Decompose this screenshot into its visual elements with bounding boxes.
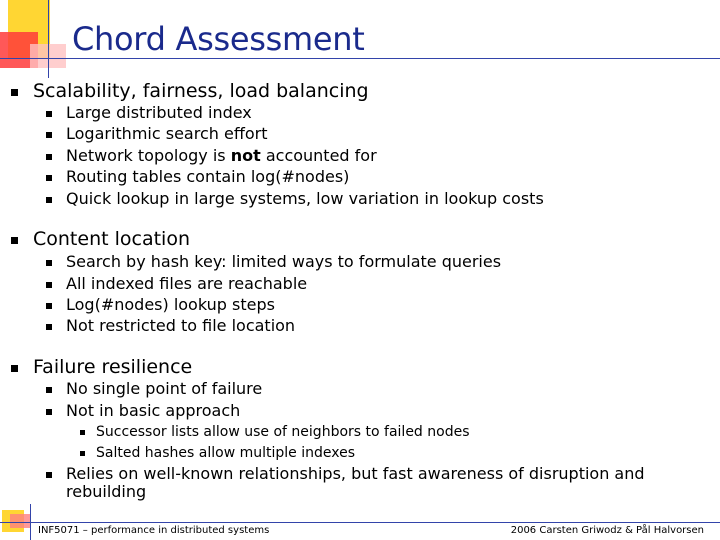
- list-item: Large distributed index: [66, 103, 252, 122]
- footer-decoration-red: [10, 514, 30, 528]
- list-item: Quick lookup in large systems, low variation in lookup costs: [66, 189, 544, 208]
- list-item: Log(#nodes) lookup steps: [66, 295, 275, 314]
- emphasis-text: not: [230, 146, 261, 165]
- bullet-icon: [46, 132, 52, 138]
- bullet-icon: [11, 237, 18, 244]
- list-item: All indexed files are reachable: [66, 274, 308, 293]
- bullet-icon: [46, 324, 52, 330]
- bullet-icon: [46, 303, 52, 309]
- list-item: Search by hash key: limited ways to formulate queries: [66, 252, 502, 271]
- bullet-icon: [46, 260, 52, 266]
- section-heading: Scalability, fairness, load balancing: [33, 80, 369, 102]
- footer-authors: 2006 Carsten Griwodz & Pål Halvorsen: [510, 525, 704, 536]
- list-item: Relies on well-known relationships, but fast awareness of disruption and: [66, 464, 645, 483]
- bullet-icon: [11, 89, 18, 96]
- list-item: Logarithmic search effort: [66, 124, 268, 143]
- bullet-icon: [46, 282, 52, 288]
- list-item: Routing tables contain log(#nodes): [66, 167, 350, 186]
- footer-rule: [0, 522, 720, 523]
- bullet-icon: [46, 175, 52, 181]
- list-item: Network topology is not accounted for: [66, 146, 377, 165]
- list-item: Not restricted to file location: [66, 316, 296, 335]
- bullet-icon: [46, 197, 52, 203]
- section-heading: Failure resilience: [33, 356, 193, 378]
- footer-course: INF5071 – performance in distributed systems: [38, 525, 270, 536]
- list-item: No single point of failure: [66, 379, 263, 398]
- bullet-icon: [46, 111, 52, 117]
- bullet-icon: [11, 365, 18, 372]
- list-item: Not in basic approach: [66, 401, 241, 420]
- list-item-continuation: rebuilding: [66, 482, 147, 501]
- title-vertical-rule: [48, 0, 49, 78]
- bullet-icon: [46, 154, 52, 160]
- slide-title: Chord Assessment: [72, 20, 365, 58]
- bullet-icon: [46, 409, 52, 415]
- bullet-icon: [46, 472, 52, 478]
- bullet-icon: [80, 430, 85, 435]
- bullet-icon: [80, 451, 85, 456]
- bullet-icon: [46, 387, 52, 393]
- title-horizontal-rule: [0, 58, 720, 59]
- section-heading: Content location: [33, 228, 190, 250]
- sub-list-item: Successor lists allow use of neighbors to failed nodes: [96, 424, 470, 440]
- sub-list-item: Salted hashes allow multiple indexes: [96, 445, 355, 461]
